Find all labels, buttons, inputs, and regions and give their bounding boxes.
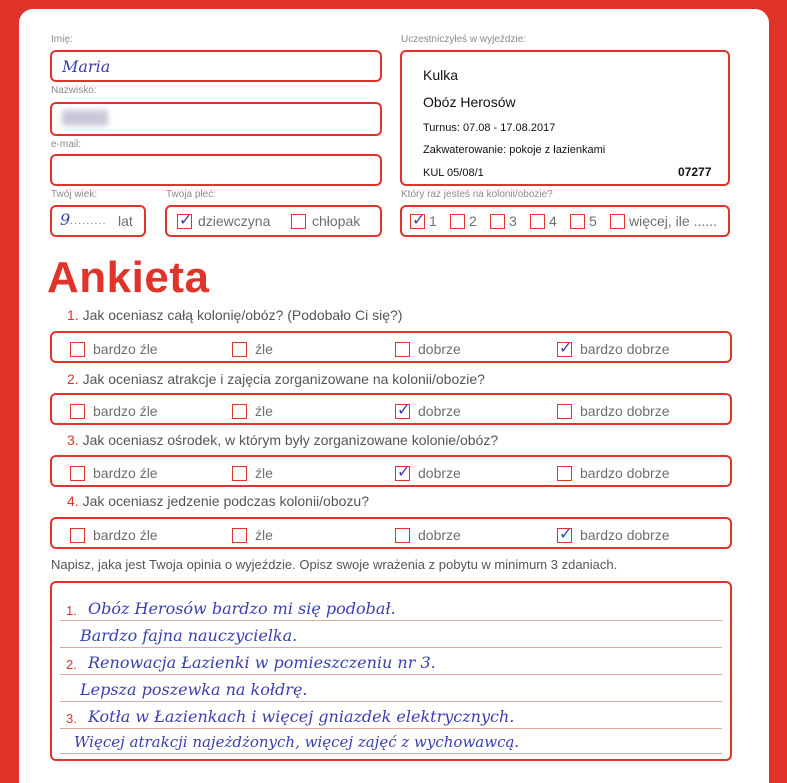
q1-label-4: bardzo dobrze (580, 341, 670, 357)
boy-checkbox[interactable] (291, 214, 306, 229)
q2-checkbox-2[interactable] (232, 404, 247, 419)
times-checkbox-5[interactable] (570, 214, 585, 229)
answer-row-3 (50, 455, 732, 487)
q2-checkbox-4[interactable] (557, 404, 572, 419)
q3-label-2: źle (255, 465, 273, 481)
gender-field (165, 205, 382, 237)
times-label-2: 2 (469, 213, 477, 229)
q2-option-dobrze[interactable] (395, 403, 461, 419)
times-label: Który raz jesteś na kolonii/obozie? (401, 189, 553, 200)
q2-option-bardzo-zle[interactable] (70, 403, 158, 419)
q2-label-3: dobrze (418, 403, 461, 419)
q3-option-zle[interactable] (232, 465, 273, 481)
q1-checkbox-1[interactable] (70, 342, 85, 357)
q4-checkbox-3[interactable] (395, 528, 410, 543)
q1-checkbox-4[interactable] (557, 342, 572, 357)
q4-checkbox-1[interactable] (70, 528, 85, 543)
opinion-number-2: 2. (66, 657, 77, 672)
times-label-4: 4 (549, 213, 557, 229)
zakw-label: Zakwaterowanie: (423, 144, 507, 156)
q4-option-bardzo-dobrze[interactable] (557, 527, 670, 543)
q2-label-2: źle (255, 403, 273, 419)
q1-option-zle[interactable] (232, 341, 273, 357)
opinion-text-5: Kotła w Łazienkach i więcej gniazdek elektrycznych. (88, 707, 515, 726)
opinion-text-6: Więcej atrakcji najeżdżonych, więcej zajęć z wychowawcą. (74, 733, 520, 751)
q1-option-bardzo-dobrze[interactable] (557, 341, 670, 357)
times-field (400, 205, 730, 237)
q2-option-zle[interactable] (232, 403, 273, 419)
q3-label-4: bardzo dobrze (580, 465, 670, 481)
q2-label-4: bardzo dobrze (580, 403, 670, 419)
q4-label-4: bardzo dobrze (580, 527, 670, 543)
q1-label-3: dobrze (418, 341, 461, 357)
q1-checkbox-2[interactable] (232, 342, 247, 357)
gender-label: Twoja płeć: (166, 189, 217, 200)
opinion-line-1 (60, 620, 722, 621)
q4-option-bardzo-zle[interactable] (70, 527, 158, 543)
trip-name: Kulka (423, 67, 459, 83)
q4-label-3: dobrze (418, 527, 461, 543)
age-dots: ......... (70, 215, 107, 227)
times-option-1[interactable] (410, 213, 437, 229)
q1-option-bardzo-zle[interactable] (70, 341, 158, 357)
times-label-1: 1 (429, 213, 437, 229)
times-checkbox-3[interactable] (490, 214, 505, 229)
trip-box (400, 50, 730, 186)
name-value: Maria (62, 57, 111, 76)
question-2 (67, 371, 485, 387)
times-checkbox-2[interactable] (450, 214, 465, 229)
q4-checkbox-2[interactable] (232, 528, 247, 543)
times-checkbox-more[interactable] (610, 214, 625, 229)
times-option-more[interactable] (610, 213, 717, 229)
q1-label-1: bardzo źle (93, 341, 158, 357)
q4-option-dobrze[interactable] (395, 527, 461, 543)
q3-option-bardzo-dobrze[interactable] (557, 465, 670, 481)
email-field[interactable] (50, 154, 382, 186)
age-label: Twój wiek: (51, 189, 98, 200)
q3-option-dobrze[interactable] (395, 465, 461, 481)
opinion-line-2 (60, 647, 722, 648)
age-field[interactable] (50, 205, 146, 237)
question-1-number: 1. (67, 307, 79, 323)
opinion-text-2: Bardzo fajna nauczycielka. (80, 626, 298, 645)
times-label-more: więcej, ile ...... (629, 213, 717, 229)
question-1-text: Jak oceniasz całą kolonię/obóz? (Podobało Ci się?) (82, 307, 403, 323)
times-option-4[interactable] (530, 213, 557, 229)
q4-label-2: źle (255, 527, 273, 543)
times-label-3: 3 (509, 213, 517, 229)
question-4-number: 4. (67, 493, 79, 509)
email-label: e-mail: (51, 139, 82, 150)
name-label: Imię: (51, 34, 73, 45)
turnus-value: 07.08 - 17.08.2017 (462, 122, 556, 134)
opinion-line-3 (60, 674, 722, 675)
trip-number: 07277 (678, 165, 712, 179)
q3-checkbox-4[interactable] (557, 466, 572, 481)
turnus-label: Turnus: (423, 122, 460, 134)
q3-checkbox-2[interactable] (232, 466, 247, 481)
q3-option-bardzo-zle[interactable] (70, 465, 158, 481)
opinion-box[interactable] (50, 581, 732, 761)
opinion-text-3: Renowacja Łazienki w pomieszczeniu nr 3. (88, 653, 436, 672)
question-4 (67, 493, 369, 509)
survey-title: Ankieta (47, 253, 210, 302)
surname-field[interactable] (50, 102, 382, 136)
opinion-line-4 (60, 701, 722, 702)
trip-zakwaterowanie (423, 144, 605, 156)
q2-label-1: bardzo źle (93, 403, 158, 419)
opinion-line-5 (60, 728, 722, 729)
question-3-text: Jak oceniasz ośrodek, w którym były zorganizowane kolonie/obóz? (82, 432, 499, 448)
question-2-number: 2. (67, 371, 79, 387)
question-3 (67, 432, 498, 448)
answer-row-1 (50, 331, 732, 363)
times-option-3[interactable] (490, 213, 517, 229)
q3-label-1: bardzo źle (93, 465, 158, 481)
opinion-prompt: Napisz, jaka jest Twoja opinia o wyjeździe. Opisz swoje wrażenia z pobytu w minimum 3 zdaniach. (51, 557, 618, 572)
girl-checkbox[interactable] (177, 214, 192, 229)
answer-row-2 (50, 393, 732, 425)
surname-label: Nazwisko: (51, 85, 97, 96)
opinion-number-3: 3. (66, 711, 77, 726)
opinion-number-1: 1. (66, 603, 77, 618)
boy-label: chłopak (312, 213, 361, 229)
zakw-value: pokoje z łazienkami (509, 144, 606, 156)
q1-checkbox-3[interactable] (395, 342, 410, 357)
girl-label: dziewczyna (198, 213, 271, 229)
question-2-text: Jak oceniasz atrakcje i zajęcia zorganizowane na kolonii/obozie? (82, 371, 485, 387)
q2-option-bardzo-dobrze[interactable] (557, 403, 670, 419)
age-unit: lat (118, 213, 133, 229)
times-checkbox-1[interactable] (410, 214, 425, 229)
times-option-5[interactable] (570, 213, 597, 229)
trip-code: KUL 05/08/1 (423, 167, 484, 179)
opinion-line-6 (60, 753, 722, 754)
survey-sheet (19, 9, 769, 783)
question-3-number: 3. (67, 432, 79, 448)
q3-checkbox-3[interactable] (395, 466, 410, 481)
answer-row-4 (50, 517, 732, 549)
trip-turnus (423, 122, 555, 134)
trip-camp: Obóz Herosów (423, 94, 516, 110)
trip-label: Uczestniczyłeś w wyjeździe: (401, 34, 527, 45)
q4-label-1: bardzo źle (93, 527, 158, 543)
q3-label-3: dobrze (418, 465, 461, 481)
times-option-2[interactable] (450, 213, 477, 229)
q3-checkbox-1[interactable] (70, 466, 85, 481)
q2-checkbox-1[interactable] (70, 404, 85, 419)
opinion-text-4: Lepsza poszewka na kołdrę. (80, 680, 308, 699)
gender-option-girl[interactable] (177, 213, 270, 229)
question-1 (67, 307, 402, 323)
age-value: 9 (60, 210, 71, 229)
opinion-text-1: Obóz Herosów bardzo mi się podobał. (88, 599, 396, 618)
q1-label-2: źle (255, 341, 273, 357)
q1-option-dobrze[interactable] (395, 341, 461, 357)
gender-option-boy[interactable] (291, 213, 360, 229)
q4-checkbox-4[interactable] (557, 528, 572, 543)
redacted-surname (62, 110, 108, 126)
q2-checkbox-3[interactable] (395, 404, 410, 419)
times-label-5: 5 (589, 213, 597, 229)
question-4-text: Jak oceniasz jedzenie podczas kolonii/obozu? (82, 493, 369, 509)
q4-option-zle[interactable] (232, 527, 273, 543)
times-checkbox-4[interactable] (530, 214, 545, 229)
name-field[interactable] (50, 50, 382, 82)
